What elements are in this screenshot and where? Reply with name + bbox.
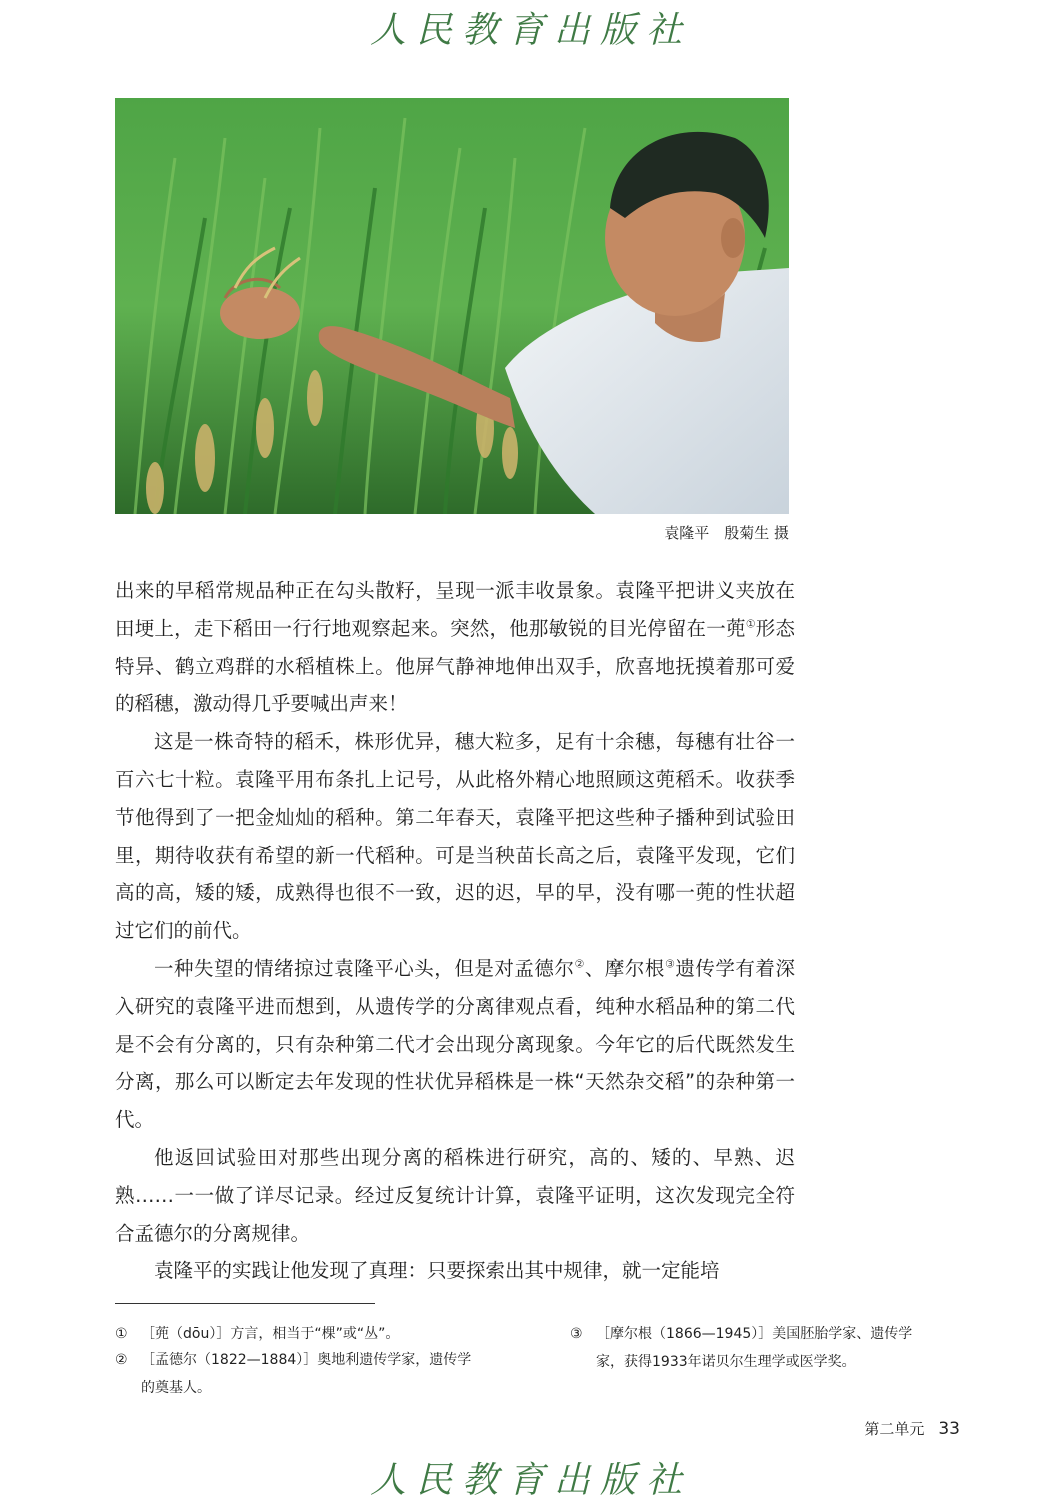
article-body xyxy=(115,572,795,1290)
paragraph: 他返回试验田对那些出现分离的稻株进行研究，高的、矮的、早熟、迟熟……一一做了详尽记录。经过反复统计计算，袁隆平证明，这次发现完全符合孟德尔的分离规律。 xyxy=(115,1145,795,1245)
publisher-watermark-top: 人民教育出版社 xyxy=(369,10,692,51)
footnote-text-continued: 的奠基人。 xyxy=(141,1380,211,1396)
footnote-text-continued: 家，获得1933年诺贝尔生理学或医学奖。 xyxy=(596,1354,856,1370)
footnote-3 xyxy=(570,1320,970,1376)
paragraph: 袁隆平的实践让他发现了真理：只要探索出其中规律，就一定能培 xyxy=(154,1259,720,1283)
publisher-watermark-bottom: 人民教育出版社 xyxy=(369,1460,692,1501)
paragraph: 这是一株奇特的稻禾，株形优异，穗大粒多，足有十余穗，每穗有壮谷一百六七十粒。袁隆平用布条扎上记号，从此格外精心地照顾这蔸稻禾。收获季节他得到了一把金灿灿的稻种。第二年春天，袁隆平把这些种子播种到试验田里，期待收获有希望的新一代稻种。可是当秧苗长高之后，袁隆平发现，它们高的高，矮的矮，成熟得也很不一致，迟的迟，早的早，没有哪一蔸的性状超过它们的前代。 xyxy=(115,730,795,943)
footnote-2 xyxy=(115,1346,555,1402)
footnote-text: ［孟德尔（1822—1884）］奥地利遗传学家，遗传学 xyxy=(141,1352,472,1368)
footnote-1 xyxy=(115,1320,555,1348)
footnote-ref-2: ② xyxy=(574,957,585,971)
footnote-number: ③ xyxy=(570,1326,583,1342)
footnote-divider xyxy=(115,1303,375,1304)
paragraph: 一种失望的情绪掠过袁隆平心头，但是对孟德尔②、摩尔根③遗传学有着深入研究的袁隆平进而想到，从遗传学的分离律观点看，纯种水稻品种的第二代是不会有分离的，只有杂种第二代才会出现分离现象。今年它的后代既然发生分离，那么可以断定去年发现的性状优异稻株是一株“天然杂交稻”的杂种第一代。 xyxy=(115,956,795,1132)
footnote-text: ［蔸（dōu）］方言，相当于“棵”或“丛”。 xyxy=(141,1326,400,1342)
paragraph-continuation: 出来的早稻常规品种正在勾头散籽，呈现一派丰收景象。袁隆平把讲义夹放在田埂上，走下稻田一行行地观察起来。突然，他那敏锐的目光停留在一蔸①形态特异、鹤立鸡群的水稻植株上。他屏气静神地伸出双手，欣喜地抚摸着那可爱的稻穗，激动得几乎要喊出声来！ xyxy=(115,579,795,716)
footnote-number: ① xyxy=(115,1326,128,1342)
footnote-number: ② xyxy=(115,1352,128,1368)
page-number: 33 xyxy=(938,1419,960,1439)
footnote-text: ［摩尔根（1866—1945）］美国胚胎学家、遗传学 xyxy=(596,1326,913,1342)
unit-label: 第二单元 xyxy=(864,1420,925,1438)
page-footer xyxy=(780,1418,960,1439)
footnote-ref-3: ③ xyxy=(664,957,676,971)
photo-caption: 袁隆平 殷菊生 摄 xyxy=(664,524,789,542)
rice-field-photo xyxy=(115,98,789,514)
footnote-ref-1: ① xyxy=(745,617,756,631)
